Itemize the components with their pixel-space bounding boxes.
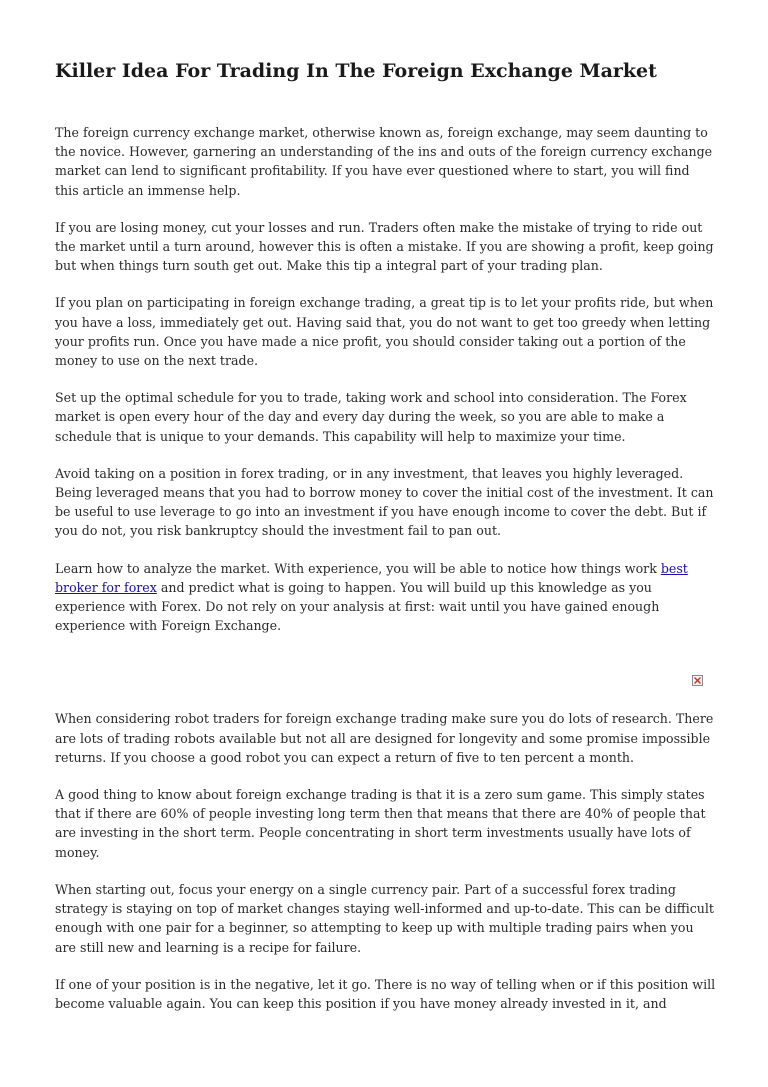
paragraph-single-pair: When starting out, focus your energy on a single currency pair. Part of a successful forex trading strategy is staying on top of market changes staying well-informed and up-to-date. This can be difficult enough with one pair for a beginner, so attempting to keep up with multiple trading pairs when you are still new and learning is a recipe for failure. [55,881,714,955]
paragraph-zero-sum: A good thing to know about foreign exchange trading is that it is a zero sum game. This simply states that if there are 60% of people investing long term then that means that there are 40% of people that are investing in the short term. People concentrating in short term investments usually have lots of money. [55,787,706,860]
paragraph-analyze-market [55,559,717,636]
paragraph-text-before-link: Learn how to analyze the market. With experience, you will be able to notice how things work [55,560,661,576]
paragraph-schedule: Set up the optimal schedule for you to trade, taking work and school into consideration. The Forex market is open every hour of the day and every day during the week, so you are able to make a schedule that is unique to your demands. This capability will help to maximize your time. [55,390,687,444]
paragraph-intro: The foreign currency exchange market, otherwise known as, foreign exchange, may seem daunting to the novice. However, garnering an understanding of the ins and outs of the foreign currency exchange market can lend to significant profitability. If you have ever questioned where to start, you will find this article an immense help. [55,125,713,198]
paragraph-negative-position: If one of your position is in the negative, let it go. There is no way of telling when or if this position will become valuable again. You can keep this position if you have money already invested in it, and [55,976,716,1011]
paragraph-robot-traders: When considering robot traders for foreign exchange trading make sure you do lots of research. There are lots of trading robots available but not all are designed for longevity and some promise impossible returns. If you choose a good robot you can expect a return of five to ten percent a month. [55,711,714,765]
paragraph-text-after-link: and predict what is going to happen. You will build up this knowledge as you experience with Forex. Do not rely on your analysis at first: wait until you have gained enough experience with Foreign Exchange. [55,579,660,634]
paragraph-cut-losses: If you are losing money, cut your losses and run. Traders often make the mistake of trying to ride out the market until a turn around, however this is often a mistake. If you are showing a profit, keep going but when things turn south get out. Make this tip a integral part of your trading plan. [55,219,714,274]
broken-image-icon [692,675,703,686]
page-title: Killer Idea For Trading In The Foreign Exchange Market [55,60,657,82]
paragraph-profits-ride: If you plan on participating in foreign exchange trading, a great tip is to let your profits ride, but when you have a loss, immediately get out. Having said that, you do not want to get too greedy when letting your profits run. Once you have made a nice profit, you should consider taking out a portion of the money to use on the next trade. [55,295,714,369]
paragraph-leverage: Avoid taking on a position in forex trading, or in any investment, that leaves you highly leveraged. Being leveraged means that you had to borrow money to cover the initial cost of the investment. It can be useful to use leverage to go into an investment if you have enough income to cover the debt. But if you do not, you risk bankruptcy should the investment fail to pan out. [55,465,714,539]
article-body [55,123,717,1031]
best-broker-link[interactable]: best broker for forex [55,560,688,595]
image-placeholder-row [55,653,717,709]
